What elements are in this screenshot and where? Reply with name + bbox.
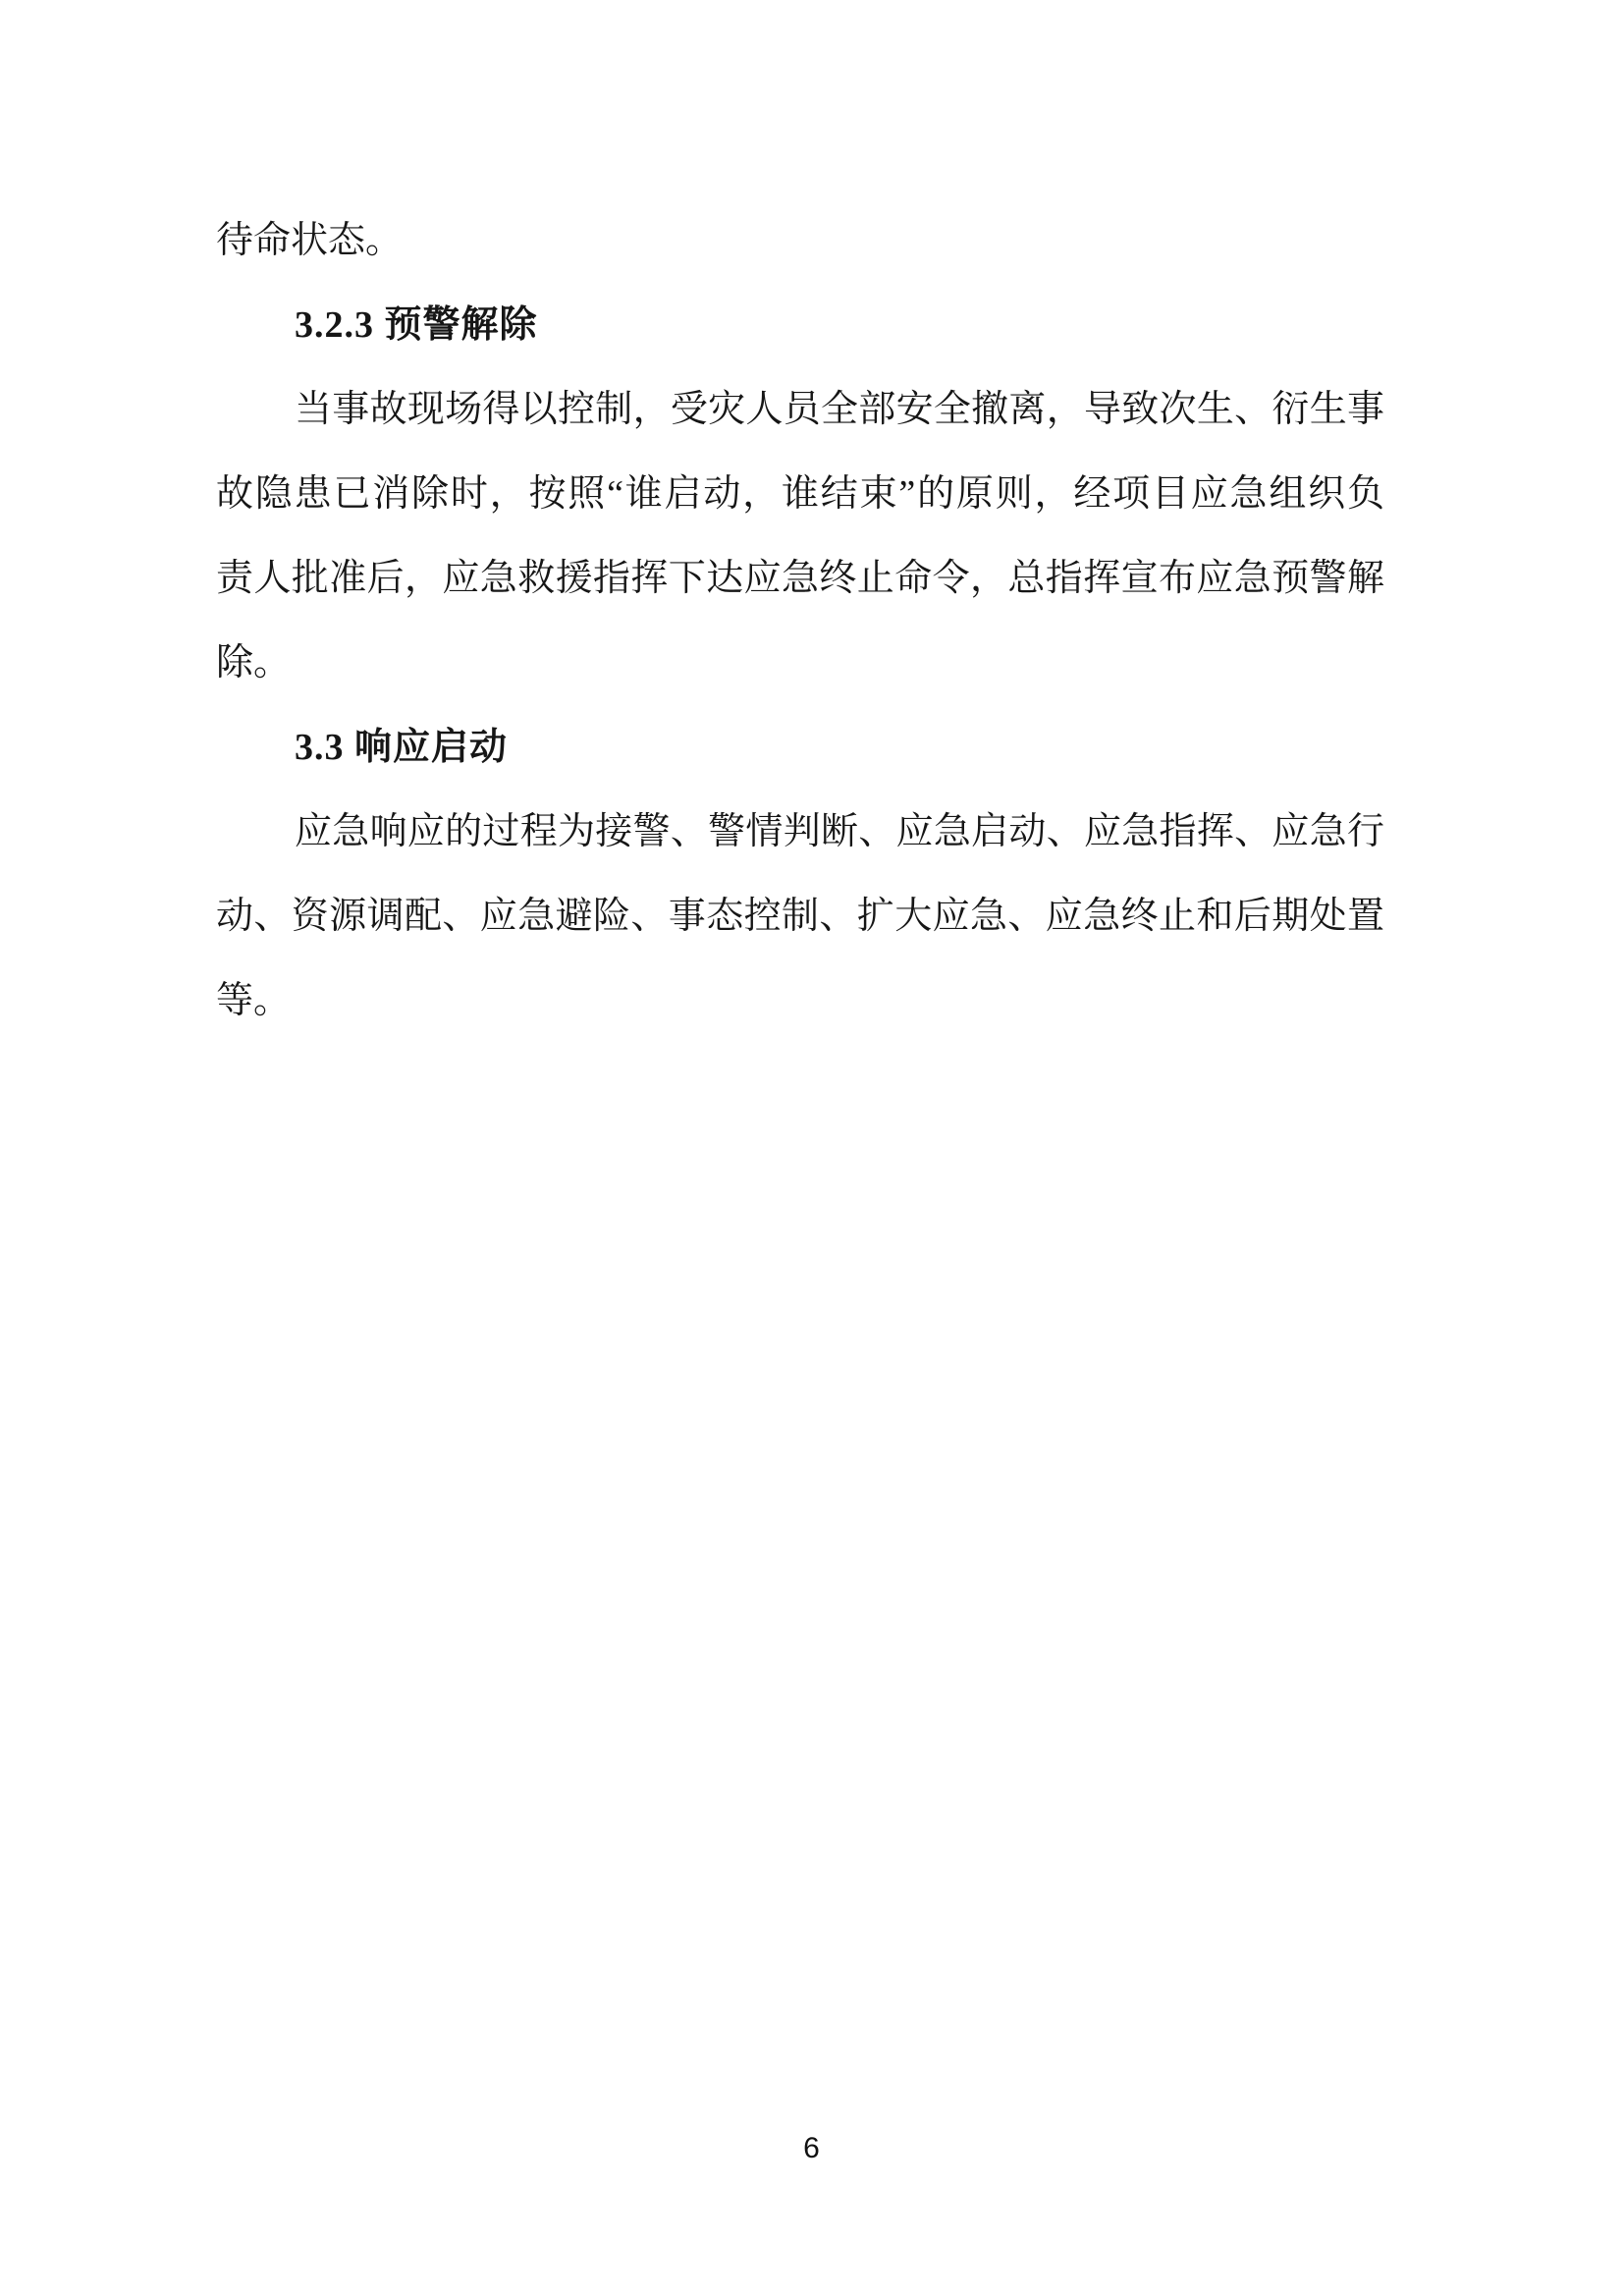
text-column: [216, 198, 1384, 1043]
paragraph-tail-line: 待命状态。: [216, 220, 404, 261]
paragraph-line: 当事故现场得以控制，受灾人员全部安全撤离，导致次生、衍生事: [295, 389, 1384, 430]
section-heading-3-3: 3.3 响应启动: [295, 727, 509, 768]
paragraph-tail-line: 等。: [216, 980, 292, 1021]
paragraph-line: 应急响应的过程为接警、警情判断、应急启动、应急指挥、应急行: [295, 811, 1384, 852]
page-number: 6: [803, 2132, 820, 2164]
paragraph-line: 动、资源调配、应急避险、事态控制、扩大应急、应急终止和后期处置: [216, 896, 1384, 937]
paragraph-line: 责人批准后，应急救援指挥下达应急终止命令，总指挥宣布应急预警解: [216, 558, 1384, 599]
section-heading-3-2-3: 3.2.3 预警解除: [295, 304, 538, 346]
paragraph-line: 故隐患已消除时，按照“谁启动，谁结束”的原则，经项目应急组织负: [216, 473, 1384, 515]
paragraph-tail-line: 除。: [216, 642, 292, 683]
